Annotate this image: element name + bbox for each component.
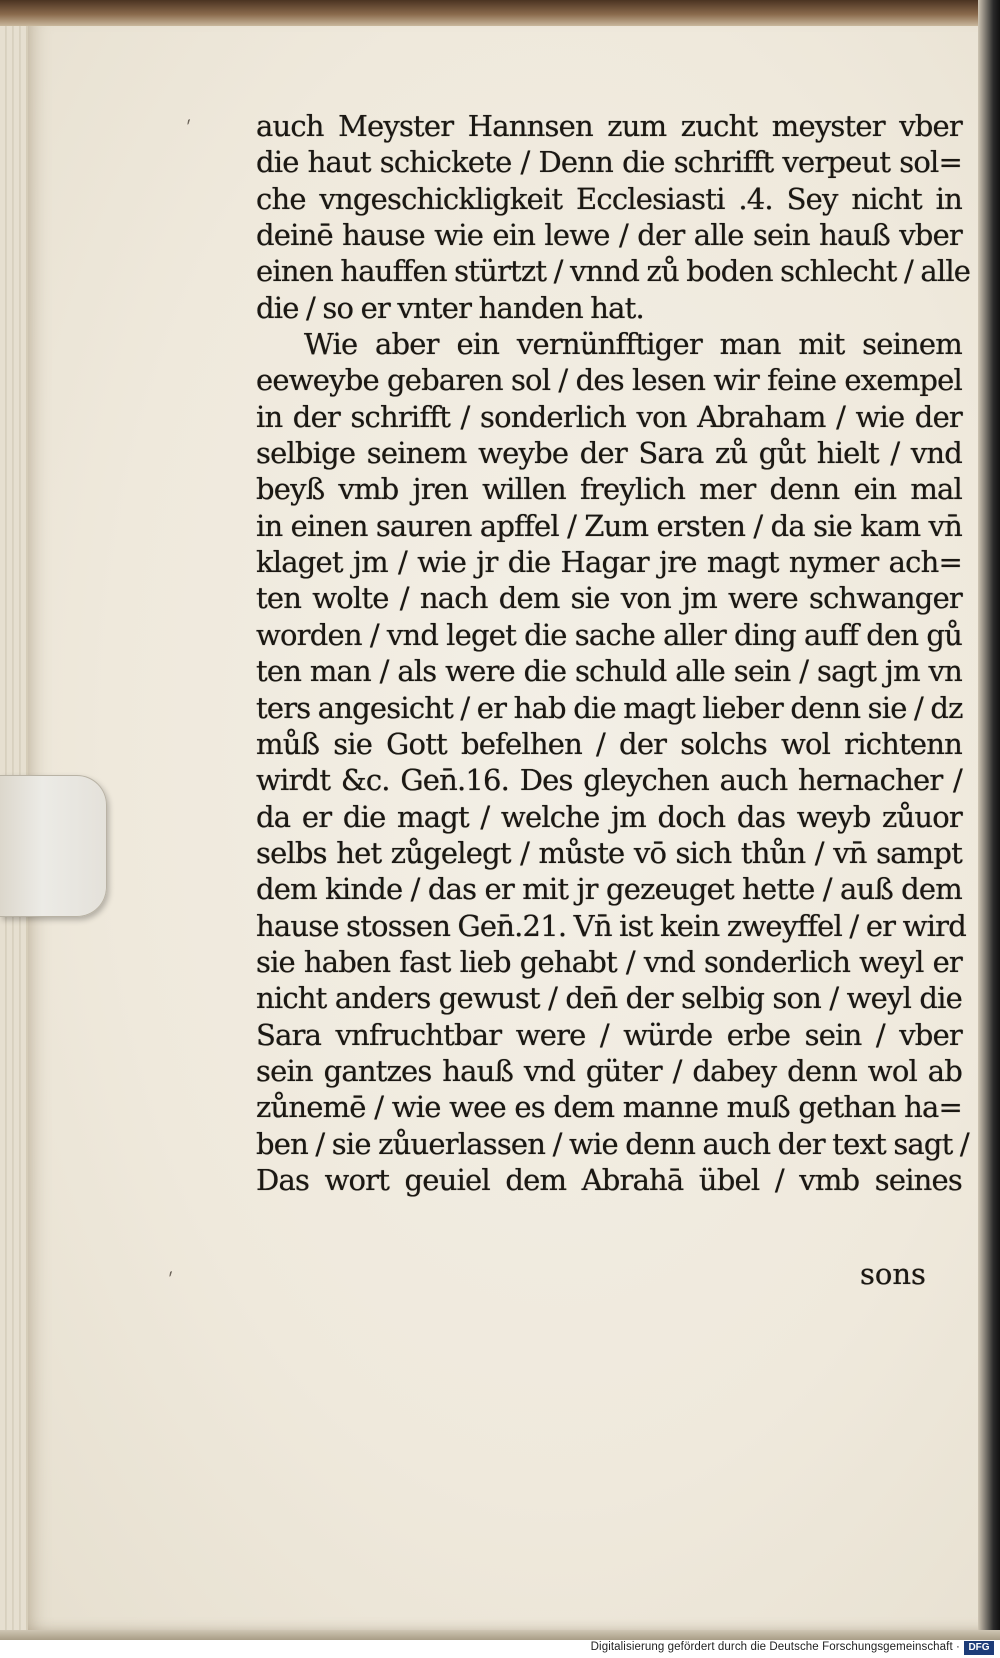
text-line: sie haben fast lieb gehabt / vnd sonderlich weyl er [256,944,962,979]
text-line: da er die magt / welche jm doch das weyb zůuor [256,799,962,834]
text-line: wirdt &c. Gen̄.16. Des gleychen auch hernacher / [256,763,962,798]
text-line: nicht anders gewust / den̄ der selbig son / weyl die [256,981,962,1016]
text-line: dem kinde / das er mit jr gezeuget hette / auß dem [256,872,962,907]
text-line: ten man / als were die schuld alle sein / sagt jm vn [256,654,962,689]
text-line: klaget jm / wie jr die Hagar jre magt nymer ach= [256,545,962,580]
catchword: sons [860,1257,926,1291]
dfg-logo: DFG [964,1641,994,1655]
text-line: hause stossen Gen̄.21. Vn̄ ist kein zweyffel / er wird [256,908,966,943]
text-line: einen hauffen stürtzt / vnnd zů boden schlecht / alle [256,254,971,289]
text-line: worden / vnd leget die sache aller ding auff den gů [256,617,962,652]
text-line: die haut schickete / Denn die schrifft verpeut sol= [256,145,962,180]
digitization-credit: Digitalisierung gefördert durch die Deutsche Forschungsgemeinschaft · [590,1641,960,1653]
bottom-page-edge [0,1630,1000,1640]
text-line: beyß vmb jren willen freylich mer denn ein mal [256,472,962,507]
text-line: che vngeschickligkeit Ecclesiasti .4. Sey nicht in [256,181,962,216]
page-clip-tab [0,775,107,917]
right-edge-shadow [978,0,1000,1658]
text-line: selbs het zůgelegt / můste vō sich thůn / vn̄ sampt [256,835,962,870]
ink-mark: ˊ [163,1268,184,1297]
text-line: můß sie Gott befelhen / der solchs wol richtenn [256,726,962,761]
text-line: auch Meyster Hannsen zum zucht meyster vber [256,109,962,143]
text-line: ten wolte / nach dem sie von jm were schwanger [256,581,962,616]
text-line: in der schrifft / sonderlich von Abraham / wie der [256,399,962,434]
ink-mark: ˊ [181,116,202,145]
text-line: ben / sie zůuerlassen / wie denn auch der text sagt / [256,1126,969,1161]
text-line: Das wort geuiel dem Abrahā übel / vmb seines [256,1162,962,1197]
text-line: in einen sauren apffel / Zum ersten / da sie kam vn̄ [256,508,962,543]
top-binding-edge [0,0,1000,26]
text-line: sein gantzes hauß vnd güter / dabey denn wol ab [256,1053,962,1088]
text-line: ters angesicht / er hab die magt lieber denn sie / dz [256,690,963,725]
text-line: eeweybe gebaren sol / des lesen wir feine exempel [256,363,962,398]
text-line: Sara vnfruchtbar were / würde erbe sein / vber [256,1017,962,1052]
text-line: selbige seinem weybe der Sara zů gůt hielt / vnd [256,436,962,471]
text-line: zůnemē / wie wee es dem manne muß gethan ha= [256,1090,962,1125]
paragraph-start-line: Wie aber ein vernünfftiger man mit seinem [304,327,962,362]
text-line: deinē hause wie ein lewe / der alle sein hauß vber [256,218,962,253]
text-line: die / so er vnter handen hat. [256,290,644,325]
blackletter-text-block [256,108,971,1198]
